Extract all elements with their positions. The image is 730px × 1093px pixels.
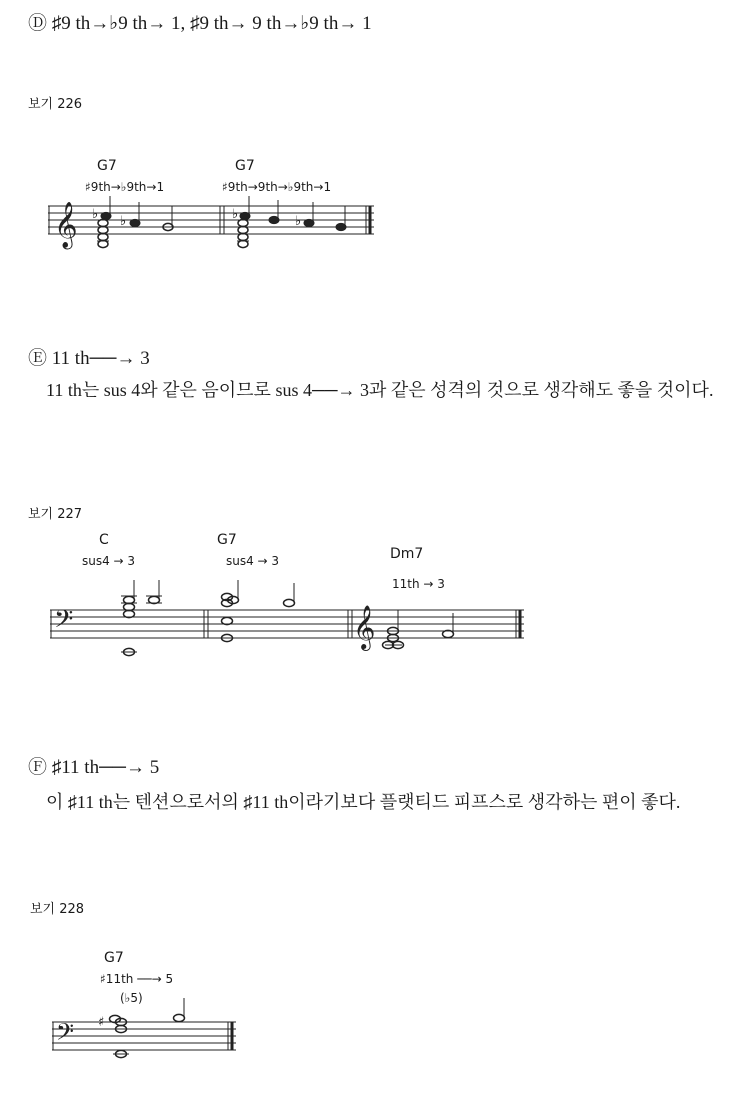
svg-text:♯: ♯ [98, 1015, 105, 1030]
example-227-annotation-1: sus4 → 3 [82, 554, 136, 568]
example-226-annotation-2: ♯9th→9th→♭9th→1 [222, 180, 332, 194]
section-f-heading: Ⓕ ♯11 th──→ 5 [28, 757, 160, 778]
example-227-label: 보기 227 [28, 507, 83, 522]
svg-text:♭: ♭ [295, 214, 302, 229]
example-227-chord-1: C [99, 532, 109, 548]
example-228-annotation-1: ♯11th ──→ 5 [100, 972, 174, 986]
section-e-heading: Ⓔ 11 th──→ 3 [28, 348, 150, 369]
svg-text:𝄢: 𝄢 [54, 605, 74, 640]
svg-text:♭: ♭ [120, 214, 127, 229]
example-226-annotation-1: ♯9th→♭9th→1 [85, 180, 165, 194]
example-227-chord-2: G7 [217, 532, 237, 548]
section-e-paragraph: 11 th는 sus 4와 같은 음이므로 sus 4──→ 3과 같은 성격의 것으로 생각해도 좋을 것이다. [46, 380, 714, 400]
example-227-annotation-2: sus4 → 3 [226, 554, 280, 568]
svg-text:𝄞: 𝄞 [353, 605, 376, 649]
example-228-chord-1: G7 [104, 950, 124, 966]
example-228-staff [52, 1016, 242, 1066]
svg-text:𝄞: 𝄞 [54, 202, 78, 248]
example-226-chord-2: G7 [235, 158, 255, 174]
example-228-label: 보기 228 [30, 902, 85, 917]
example-226-label: 보기 226 [28, 97, 83, 112]
example-228-annotation-sub: (♭5) [120, 991, 143, 1005]
section-d-heading: Ⓓ ♯9 th→♭9 th→ 1, ♯9 th→ 9 th→♭9 th→ 1 [28, 13, 372, 34]
example-227-annotation-3: 11th → 3 [392, 577, 445, 591]
example-226-staff [48, 198, 378, 260]
example-226-chord-1: G7 [97, 158, 117, 174]
svg-text:𝄢: 𝄢 [56, 1018, 75, 1051]
svg-text:♭: ♭ [232, 207, 239, 222]
svg-text:♭: ♭ [92, 207, 99, 222]
example-227-chord-3: Dm7 [390, 546, 424, 562]
example-227-staff [50, 600, 530, 666]
section-f-paragraph: 이 ♯11 th는 텐션으로서의 ♯11 th이라기보다 플랫티드 피프스로 생각하는 편이 좋다. [46, 792, 681, 812]
